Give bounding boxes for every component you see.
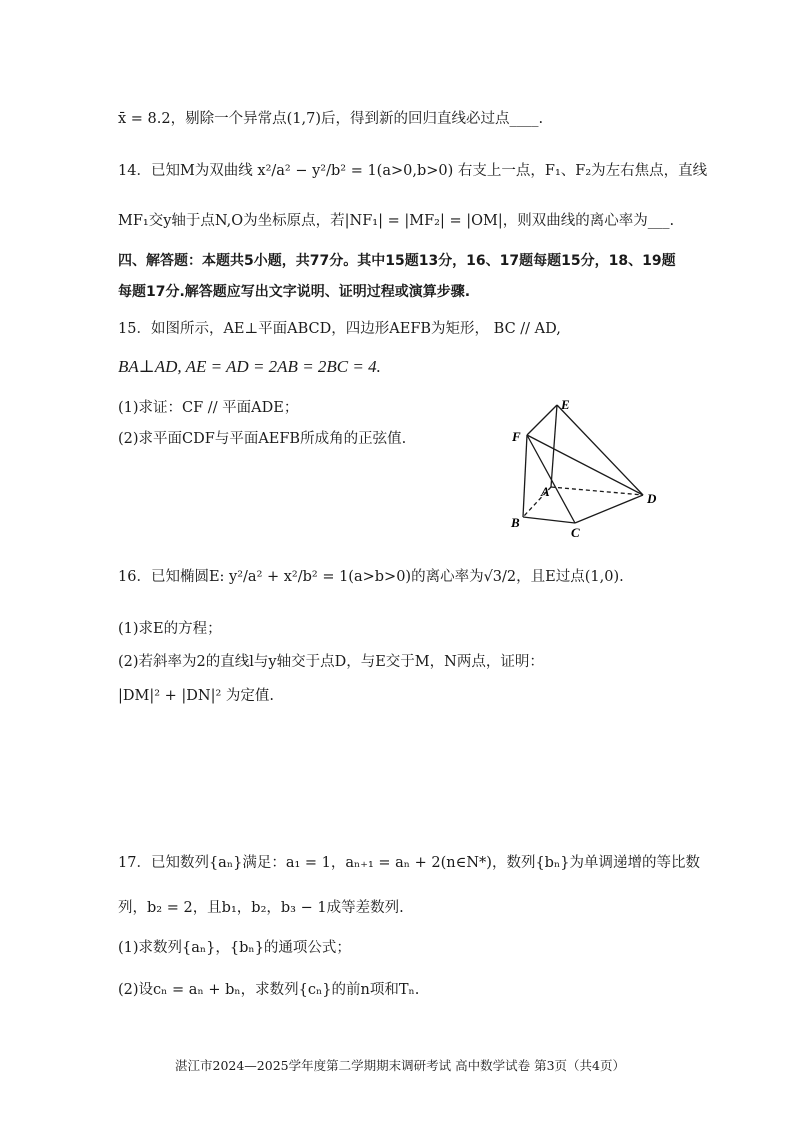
label-c: C: [571, 525, 580, 540]
edge-cd: [575, 495, 643, 523]
q16-part2-cont: |DM|² + |DN|² 为定值.: [118, 688, 275, 704]
q14-line1: 14．已知M为双曲线 x²/a² − y²/b² = 1(a>0,b>0) 右支上一点，F₁、F₂为左右焦点，直线: [118, 163, 708, 179]
q14-line2: MF₁交y轴于点N,O为坐标原点，若|NF₁| = |MF₂| = |OM|，则双曲线的离心率为___.: [118, 213, 675, 229]
q16-part1: (1)求E的方程；: [118, 621, 222, 637]
q17-part1: (1)求数列{aₙ}，{bₙ}的通项公式；: [118, 940, 351, 956]
q16-part2: (2)若斜率为2的直线l与y轴交于点D，与E交于M，N两点，证明：: [118, 654, 544, 670]
label-f: F: [512, 429, 521, 444]
q17-line1: 17．已知数列{aₙ}满足：a₁ = 1，aₙ₊₁ = aₙ + 2(n∈N*)，数列{bₙ}为单调递增的等比数: [118, 855, 700, 871]
label-b: B: [511, 515, 520, 530]
q13-tail: x̄ = 8.2，剔除一个异常点(1,7)后，得到新的回归直线必过点____.: [118, 111, 544, 127]
edge-bc: [523, 517, 575, 523]
q17-part2: (2)设cₙ = aₙ + bₙ，求数列{cₙ}的前n项和Tₙ.: [118, 982, 420, 998]
q15-part1: (1)求证：CF // 平面ADE；: [118, 400, 299, 416]
section4-heading-line1: 四、解答题：本题共5小题，共77分。其中15题13分，16、17题每题15分，18、19题: [118, 253, 676, 269]
q15-line2: BA⊥AD, AE = AD = 2AB = 2BC = 4.: [118, 357, 381, 376]
section4-heading-line2: 每题17分.解答题应写出文字说明、证明过程或演算步骤.: [118, 284, 471, 300]
q15-part2: (2)求平面CDF与平面AEFB所成角的正弦值.: [118, 431, 407, 447]
q15-figure: [505, 395, 690, 540]
label-e: E: [561, 397, 570, 412]
q17-line2: 列，b₂ = 2，且b₁，b₂，b₃ − 1成等差数列.: [118, 900, 404, 916]
edge-ef: [527, 405, 557, 435]
label-a: A: [541, 484, 550, 499]
q16-line1: 16．已知椭圆E: y²/a² + x²/b² = 1(a>b>0)的离心率为√3/2，且E过点(1,0).: [118, 569, 624, 585]
q15-line1: 15．如图所示，AE⊥平面ABCD，四边形AEFB为矩形， BC // AD,: [118, 321, 561, 337]
edge-ea: [551, 405, 557, 487]
label-d: D: [647, 491, 657, 506]
edge-ed: [557, 405, 643, 495]
page-footer: 湛江市2024—2025学年度第二学期期末调研考试 高中数学试卷 第3页（共4页）: [175, 1058, 625, 1073]
edge-fb: [523, 435, 527, 517]
